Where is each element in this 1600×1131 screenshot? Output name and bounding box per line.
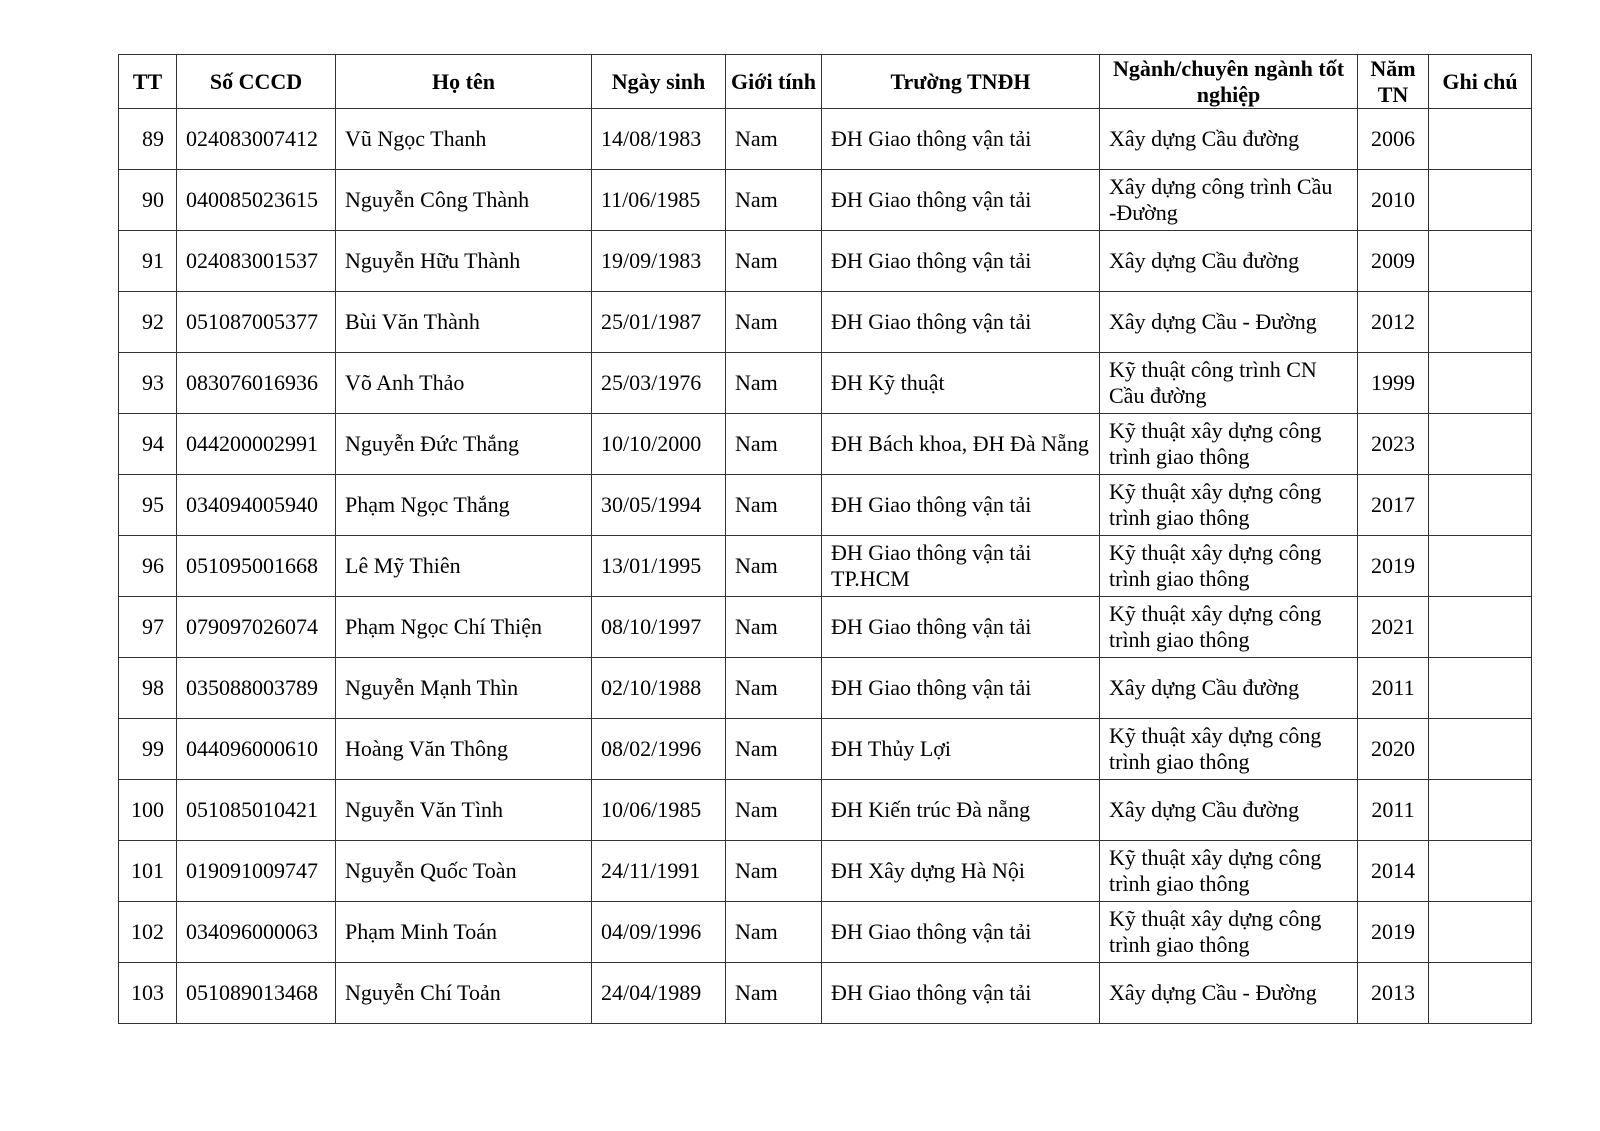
cell-note bbox=[1429, 109, 1532, 170]
cell-year: 2017 bbox=[1358, 475, 1429, 536]
table-row bbox=[119, 536, 1532, 597]
cell-note bbox=[1429, 475, 1532, 536]
cell-tt: 90 bbox=[119, 170, 177, 231]
cell-cccd: 051085010421 bbox=[177, 780, 336, 841]
cell-dob: 13/01/1995 bbox=[592, 536, 726, 597]
cell-major: Xây dựng Cầu đường bbox=[1100, 109, 1358, 170]
cell-school: ĐH Giao thông vận tải bbox=[822, 902, 1100, 963]
cell-year: 2021 bbox=[1358, 597, 1429, 658]
cell-dob: 08/10/1997 bbox=[592, 597, 726, 658]
cell-cccd: 024083007412 bbox=[177, 109, 336, 170]
cell-year: 2011 bbox=[1358, 658, 1429, 719]
cell-year: 2006 bbox=[1358, 109, 1429, 170]
cell-tt: 92 bbox=[119, 292, 177, 353]
cell-note bbox=[1429, 414, 1532, 475]
cell-school: ĐH Xây dựng Hà Nội bbox=[822, 841, 1100, 902]
cell-gender: Nam bbox=[726, 475, 822, 536]
cell-cccd: 035088003789 bbox=[177, 658, 336, 719]
cell-gender: Nam bbox=[726, 414, 822, 475]
cell-gender: Nam bbox=[726, 902, 822, 963]
cell-tt: 93 bbox=[119, 353, 177, 414]
cell-school: ĐH Giao thông vận tải bbox=[822, 475, 1100, 536]
table-row bbox=[119, 780, 1532, 841]
cell-name: Nguyễn Quốc Toàn bbox=[336, 841, 592, 902]
cell-name: Phạm Minh Toán bbox=[336, 902, 592, 963]
cell-major: Xây dựng công trình Cầu -Đường bbox=[1100, 170, 1358, 231]
table-row bbox=[119, 292, 1532, 353]
cell-major: Kỹ thuật xây dựng công trình giao thông bbox=[1100, 414, 1358, 475]
cell-tt: 98 bbox=[119, 658, 177, 719]
cell-year: 2014 bbox=[1358, 841, 1429, 902]
cell-year: 2019 bbox=[1358, 536, 1429, 597]
header-tt: TT bbox=[119, 55, 177, 109]
cell-note bbox=[1429, 231, 1532, 292]
header-note: Ghi chú bbox=[1429, 55, 1532, 109]
table-row bbox=[119, 231, 1532, 292]
cell-gender: Nam bbox=[726, 719, 822, 780]
cell-name: Bùi Văn Thành bbox=[336, 292, 592, 353]
cell-year: 2012 bbox=[1358, 292, 1429, 353]
cell-cccd: 024083001537 bbox=[177, 231, 336, 292]
cell-major: Kỹ thuật xây dựng công trình giao thông bbox=[1100, 902, 1358, 963]
cell-name: Nguyễn Mạnh Thìn bbox=[336, 658, 592, 719]
cell-note bbox=[1429, 597, 1532, 658]
cell-name: Nguyễn Văn Tình bbox=[336, 780, 592, 841]
table-row bbox=[119, 902, 1532, 963]
cell-tt: 96 bbox=[119, 536, 177, 597]
cell-major: Xây dựng Cầu đường bbox=[1100, 658, 1358, 719]
table-row bbox=[119, 109, 1532, 170]
cell-cccd: 034094005940 bbox=[177, 475, 336, 536]
cell-gender: Nam bbox=[726, 231, 822, 292]
table-row bbox=[119, 353, 1532, 414]
table-row bbox=[119, 841, 1532, 902]
cell-name: Nguyễn Chí Toản bbox=[336, 963, 592, 1024]
cell-dob: 30/05/1994 bbox=[592, 475, 726, 536]
cell-cccd: 044096000610 bbox=[177, 719, 336, 780]
cell-tt: 91 bbox=[119, 231, 177, 292]
cell-major: Kỹ thuật xây dựng công trình giao thông bbox=[1100, 475, 1358, 536]
cell-dob: 14/08/1983 bbox=[592, 109, 726, 170]
cell-note bbox=[1429, 536, 1532, 597]
cell-year: 2010 bbox=[1358, 170, 1429, 231]
cell-school: ĐH Giao thông vận tải bbox=[822, 292, 1100, 353]
cell-gender: Nam bbox=[726, 353, 822, 414]
cell-cccd: 044200002991 bbox=[177, 414, 336, 475]
cell-tt: 99 bbox=[119, 719, 177, 780]
cell-name: Nguyễn Đức Thắng bbox=[336, 414, 592, 475]
cell-tt: 103 bbox=[119, 963, 177, 1024]
header-year: Năm TN bbox=[1358, 55, 1429, 109]
table-row bbox=[119, 963, 1532, 1024]
header-cccd: Số CCCD bbox=[177, 55, 336, 109]
cell-cccd: 040085023615 bbox=[177, 170, 336, 231]
cell-name: Phạm Ngọc Chí Thiện bbox=[336, 597, 592, 658]
cell-note bbox=[1429, 353, 1532, 414]
cell-year: 2020 bbox=[1358, 719, 1429, 780]
cell-cccd: 019091009747 bbox=[177, 841, 336, 902]
cell-year: 2019 bbox=[1358, 902, 1429, 963]
cell-school: ĐH Giao thông vận tải bbox=[822, 597, 1100, 658]
cell-gender: Nam bbox=[726, 170, 822, 231]
cell-cccd: 051089013468 bbox=[177, 963, 336, 1024]
cell-major: Kỹ thuật xây dựng công trình giao thông bbox=[1100, 597, 1358, 658]
table-row bbox=[119, 170, 1532, 231]
cell-dob: 04/09/1996 bbox=[592, 902, 726, 963]
cell-note bbox=[1429, 719, 1532, 780]
table-header bbox=[119, 55, 1532, 109]
cell-dob: 24/11/1991 bbox=[592, 841, 726, 902]
cell-major: Xây dựng Cầu đường bbox=[1100, 780, 1358, 841]
cell-gender: Nam bbox=[726, 963, 822, 1024]
cell-school: ĐH Giao thông vận tải bbox=[822, 963, 1100, 1024]
cell-year: 1999 bbox=[1358, 353, 1429, 414]
cell-school: ĐH Kỹ thuật bbox=[822, 353, 1100, 414]
cell-gender: Nam bbox=[726, 841, 822, 902]
cell-major: Kỹ thuật xây dựng công trình giao thông bbox=[1100, 536, 1358, 597]
cell-cccd: 079097026074 bbox=[177, 597, 336, 658]
cell-tt: 102 bbox=[119, 902, 177, 963]
cell-note bbox=[1429, 902, 1532, 963]
cell-name: Lê Mỹ Thiên bbox=[336, 536, 592, 597]
header-major: Ngành/chuyên ngành tốt nghiệp bbox=[1100, 55, 1358, 109]
cell-major: Xây dựng Cầu - Đường bbox=[1100, 292, 1358, 353]
cell-school: ĐH Giao thông vận tải bbox=[822, 231, 1100, 292]
cell-school: ĐH Giao thông vận tải TP.HCM bbox=[822, 536, 1100, 597]
cell-tt: 94 bbox=[119, 414, 177, 475]
cell-gender: Nam bbox=[726, 292, 822, 353]
cell-year: 2023 bbox=[1358, 414, 1429, 475]
cell-name: Nguyễn Hữu Thành bbox=[336, 231, 592, 292]
header-row bbox=[119, 55, 1532, 109]
cell-year: 2013 bbox=[1358, 963, 1429, 1024]
cell-note bbox=[1429, 292, 1532, 353]
cell-tt: 101 bbox=[119, 841, 177, 902]
header-gender: Giới tính bbox=[726, 55, 822, 109]
cell-name: Nguyễn Công Thành bbox=[336, 170, 592, 231]
cell-dob: 02/10/1988 bbox=[592, 658, 726, 719]
cell-gender: Nam bbox=[726, 597, 822, 658]
cell-gender: Nam bbox=[726, 109, 822, 170]
cell-year: 2011 bbox=[1358, 780, 1429, 841]
cell-tt: 89 bbox=[119, 109, 177, 170]
cell-note bbox=[1429, 170, 1532, 231]
table-row bbox=[119, 658, 1532, 719]
cell-major: Xây dựng Cầu đường bbox=[1100, 231, 1358, 292]
table-row bbox=[119, 414, 1532, 475]
cell-dob: 24/04/1989 bbox=[592, 963, 726, 1024]
cell-gender: Nam bbox=[726, 658, 822, 719]
cell-dob: 08/02/1996 bbox=[592, 719, 726, 780]
cell-cccd: 083076016936 bbox=[177, 353, 336, 414]
cell-gender: Nam bbox=[726, 780, 822, 841]
cell-dob: 25/01/1987 bbox=[592, 292, 726, 353]
cell-note bbox=[1429, 658, 1532, 719]
cell-tt: 100 bbox=[119, 780, 177, 841]
cell-dob: 19/09/1983 bbox=[592, 231, 726, 292]
cell-tt: 95 bbox=[119, 475, 177, 536]
cell-year: 2009 bbox=[1358, 231, 1429, 292]
cell-school: ĐH Giao thông vận tải bbox=[822, 109, 1100, 170]
cell-major: Kỹ thuật xây dựng công trình giao thông bbox=[1100, 719, 1358, 780]
table-body bbox=[119, 109, 1532, 1024]
cell-dob: 10/10/2000 bbox=[592, 414, 726, 475]
cell-major: Kỹ thuật xây dựng công trình giao thông bbox=[1100, 841, 1358, 902]
cell-cccd: 034096000063 bbox=[177, 902, 336, 963]
header-dob: Ngày sinh bbox=[592, 55, 726, 109]
cell-cccd: 051087005377 bbox=[177, 292, 336, 353]
cell-dob: 11/06/1985 bbox=[592, 170, 726, 231]
cell-note bbox=[1429, 963, 1532, 1024]
table-row bbox=[119, 475, 1532, 536]
cell-gender: Nam bbox=[726, 536, 822, 597]
table-row bbox=[119, 719, 1532, 780]
header-school: Trường TNĐH bbox=[822, 55, 1100, 109]
cell-name: Hoàng Văn Thông bbox=[336, 719, 592, 780]
cell-school: ĐH Kiến trúc Đà nẵng bbox=[822, 780, 1100, 841]
header-name: Họ tên bbox=[336, 55, 592, 109]
cell-note bbox=[1429, 841, 1532, 902]
cell-tt: 97 bbox=[119, 597, 177, 658]
cell-school: ĐH Giao thông vận tải bbox=[822, 170, 1100, 231]
graduates-table bbox=[118, 54, 1532, 1024]
cell-dob: 25/03/1976 bbox=[592, 353, 726, 414]
cell-school: ĐH Bách khoa, ĐH Đà Nẵng bbox=[822, 414, 1100, 475]
cell-school: ĐH Giao thông vận tải bbox=[822, 658, 1100, 719]
cell-school: ĐH Thủy Lợi bbox=[822, 719, 1100, 780]
cell-major: Xây dựng Cầu - Đường bbox=[1100, 963, 1358, 1024]
cell-name: Phạm Ngọc Thắng bbox=[336, 475, 592, 536]
cell-name: Võ Anh Thảo bbox=[336, 353, 592, 414]
cell-note bbox=[1429, 780, 1532, 841]
cell-name: Vũ Ngọc Thanh bbox=[336, 109, 592, 170]
cell-major: Kỹ thuật công trình CN Cầu đường bbox=[1100, 353, 1358, 414]
table-row bbox=[119, 597, 1532, 658]
cell-cccd: 051095001668 bbox=[177, 536, 336, 597]
cell-dob: 10/06/1985 bbox=[592, 780, 726, 841]
